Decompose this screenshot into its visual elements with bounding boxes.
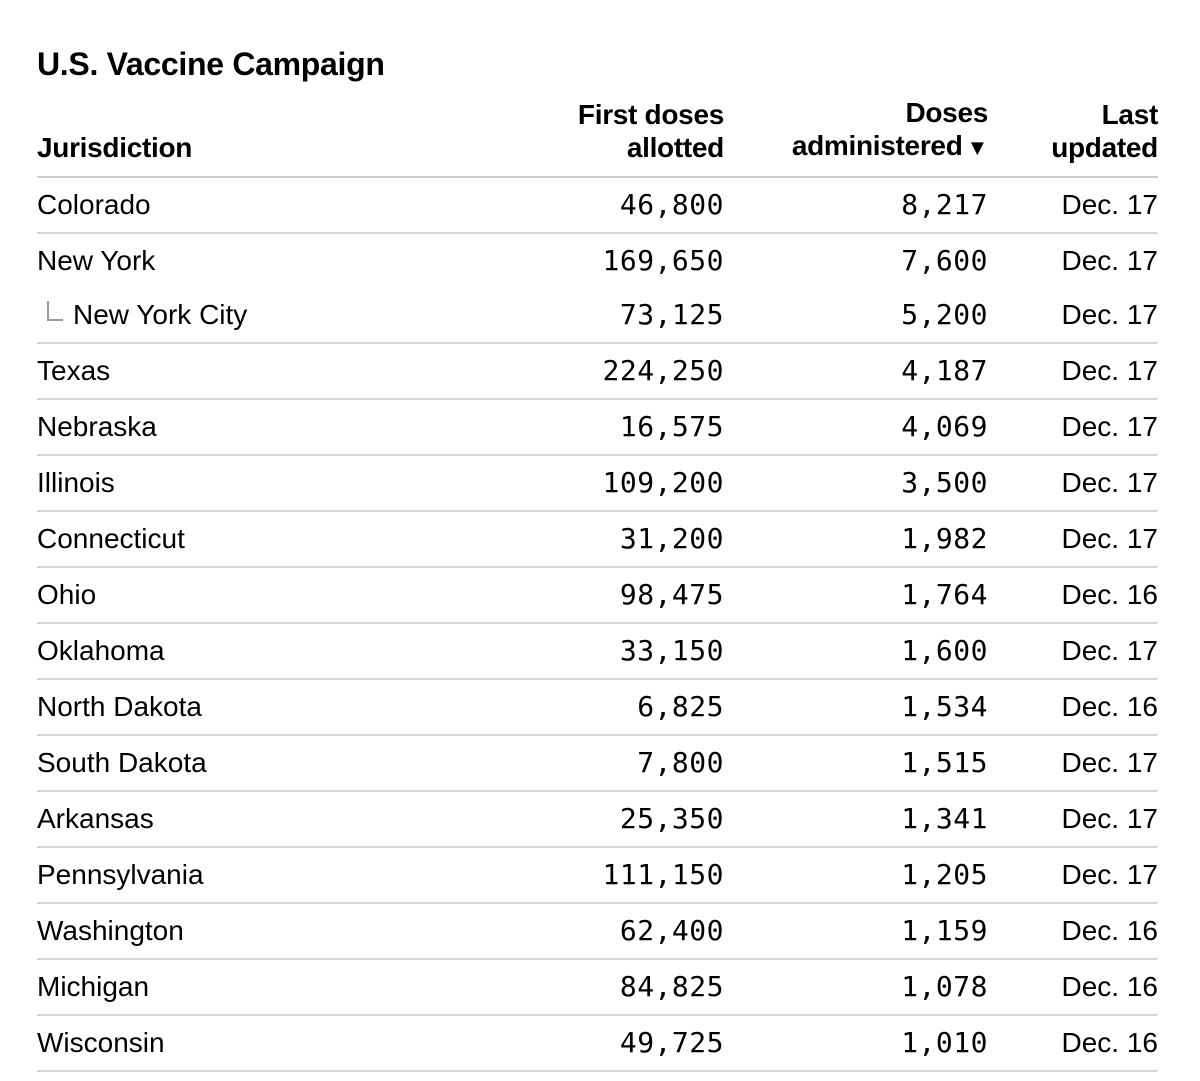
cell-doses-administered: 1,764 (901, 578, 988, 611)
cell-first-doses: 84,825 (619, 970, 724, 1003)
table-row (37, 624, 1158, 680)
sort-descending-icon: ▼ (966, 135, 988, 160)
cell-jurisdiction: North Dakota (37, 691, 202, 722)
cell-first-doses: 62,400 (619, 914, 724, 947)
cell-doses-administered: 1,982 (901, 522, 988, 555)
cell-first-doses: 31,200 (619, 522, 724, 555)
cell-doses-administered: 1,515 (901, 746, 988, 779)
header-first-doses-line1: First doses (577, 99, 724, 130)
cell-jurisdiction: Washington (37, 915, 184, 946)
header-jurisdiction[interactable] (37, 131, 192, 164)
cell-last-updated: Dec. 16 (1061, 971, 1158, 1002)
table-row (37, 848, 1158, 904)
table-row (37, 512, 1158, 568)
header-last-updated[interactable] (1051, 98, 1158, 164)
header-first-doses-line2: allotted (626, 132, 724, 163)
cell-first-doses: 109,200 (602, 466, 724, 499)
cell-first-doses: 6,825 (637, 690, 724, 723)
cell-doses-administered: 1,341 (901, 802, 988, 835)
header-doses-line2: administered (791, 130, 963, 161)
table-row (37, 568, 1158, 624)
cell-jurisdiction: Arkansas (37, 803, 154, 834)
cell-doses-administered: 1,534 (901, 690, 988, 723)
cell-jurisdiction: Pennsylvania (37, 859, 204, 890)
cell-first-doses: 46,800 (619, 188, 724, 221)
tree-branch-icon (47, 301, 63, 321)
header-doses-administered[interactable] (792, 96, 988, 164)
header-doses-line2-wrap (792, 129, 988, 164)
cell-first-doses: 49,725 (619, 1026, 724, 1059)
table-row (37, 400, 1158, 456)
cell-last-updated: Dec. 16 (1061, 915, 1158, 946)
cell-first-doses: 33,150 (619, 634, 724, 667)
table-row (37, 792, 1158, 848)
cell-first-doses: 25,350 (619, 802, 724, 835)
cell-doses-administered: 4,187 (901, 354, 988, 387)
cell-doses-administered: 8,217 (901, 188, 988, 221)
cell-last-updated: Dec. 17 (1061, 747, 1158, 778)
cell-last-updated: Dec. 17 (1061, 245, 1158, 276)
chart-title: U.S. Vaccine Campaign (37, 46, 385, 82)
cell-doses-administered: 5,200 (901, 298, 988, 331)
table-subrow (37, 288, 1158, 344)
cell-jurisdiction: Ohio (37, 579, 97, 610)
cell-last-updated: Dec. 17 (1061, 523, 1158, 554)
table-row (37, 234, 1158, 288)
cell-jurisdiction: New York City (73, 299, 248, 330)
table-body (37, 176, 1158, 1072)
cell-first-doses: 7,800 (637, 746, 724, 779)
table-header (37, 96, 1158, 176)
table-row (37, 344, 1158, 400)
cell-doses-administered: 1,205 (901, 858, 988, 891)
cell-jurisdiction: Illinois (37, 467, 115, 498)
header-last-line2: updated (1051, 132, 1158, 163)
table-row (37, 960, 1158, 1016)
cell-jurisdiction: Nebraska (37, 411, 157, 442)
cell-doses-administered: 4,069 (901, 410, 988, 443)
header-first-doses[interactable] (578, 98, 724, 164)
cell-last-updated: Dec. 17 (1061, 467, 1158, 498)
header-jurisdiction-label: Jurisdiction (37, 132, 193, 163)
cell-last-updated: Dec. 17 (1061, 411, 1158, 442)
cell-jurisdiction: Connecticut (37, 523, 185, 554)
cell-last-updated: Dec. 16 (1061, 579, 1158, 610)
cell-doses-administered: 3,500 (901, 466, 988, 499)
table-row (37, 1016, 1158, 1072)
table-row (37, 904, 1158, 960)
cell-last-updated: Dec. 17 (1061, 803, 1158, 834)
cell-first-doses: 16,575 (619, 410, 724, 443)
cell-doses-administered: 7,600 (901, 244, 988, 277)
header-doses-line1: Doses (905, 97, 988, 128)
cell-last-updated: Dec. 17 (1061, 189, 1158, 220)
cell-last-updated: Dec. 17 (1061, 859, 1158, 890)
cell-first-doses: 224,250 (602, 354, 724, 387)
cell-first-doses: 111,150 (602, 858, 724, 891)
table-row (37, 680, 1158, 736)
cell-doses-administered: 1,159 (901, 914, 988, 947)
cell-jurisdiction: Wisconsin (37, 1027, 165, 1058)
cell-jurisdiction: New York (37, 245, 156, 276)
cell-first-doses: 169,650 (602, 244, 724, 277)
cell-last-updated: Dec. 17 (1061, 299, 1158, 330)
table-row (37, 456, 1158, 512)
table-row (37, 736, 1158, 792)
cell-first-doses: 73,125 (619, 298, 724, 331)
cell-jurisdiction: South Dakota (37, 747, 207, 778)
header-last-line1: Last (1101, 99, 1158, 130)
cell-doses-administered: 1,078 (901, 970, 988, 1003)
cell-last-updated: Dec. 16 (1061, 1027, 1158, 1058)
cell-first-doses: 98,475 (619, 578, 724, 611)
cell-jurisdiction: Oklahoma (37, 635, 165, 666)
cell-last-updated: Dec. 17 (1061, 635, 1158, 666)
cell-doses-administered: 1,600 (901, 634, 988, 667)
cell-doses-administered: 1,010 (901, 1026, 988, 1059)
table-row (37, 178, 1158, 234)
cell-jurisdiction: Michigan (37, 971, 150, 1002)
cell-jurisdiction: Texas (37, 355, 111, 386)
cell-jurisdiction: Colorado (37, 189, 151, 220)
cell-last-updated: Dec. 16 (1061, 691, 1158, 722)
cell-last-updated: Dec. 17 (1061, 355, 1158, 386)
